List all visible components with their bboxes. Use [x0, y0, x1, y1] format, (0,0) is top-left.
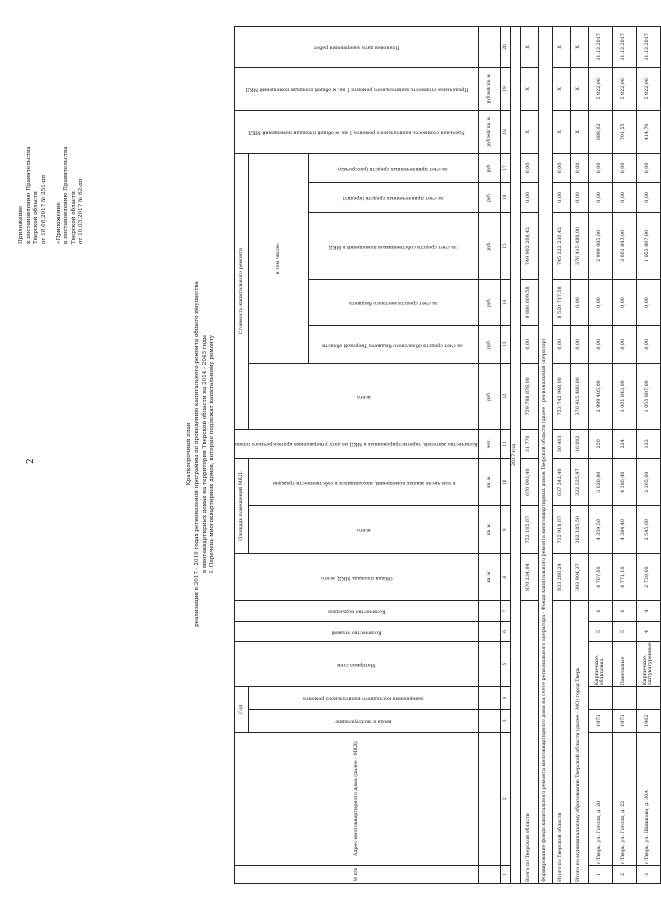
page-number: 2: [26, 458, 36, 464]
total-cell: 0,00: [552, 153, 570, 182]
unit-cell: рублей/ кв. м: [478, 110, 500, 153]
row-completion: 31.12.2017: [588, 27, 612, 68]
units-row: [478, 27, 500, 884]
header-residents: Количество жителей, зарегистрированных в МКД на дату утверждения краткосрочного плана: [235, 429, 479, 458]
total-cell: 759 788 878,00: [520, 364, 538, 430]
column-number: 1: [500, 865, 510, 883]
title-line: Краткосрочный план: [186, 422, 192, 486]
total-cell: X: [520, 27, 538, 68]
total-region-label: Всего по Тверской области: [520, 601, 538, 884]
table-row: [636, 27, 660, 884]
row-year-built: 1962: [636, 709, 660, 732]
header-year-commission: ввода в эксплуатацию: [249, 709, 479, 732]
appendix-line: Тверской области: [70, 191, 77, 244]
row-premises-total: 4 384,40: [612, 506, 636, 553]
total-cell: X: [570, 27, 588, 68]
column-number: 6: [500, 621, 510, 641]
year-label: 2017 год: [510, 27, 520, 884]
row-year-repair: [636, 687, 660, 710]
column-number: 17: [500, 153, 510, 182]
row-premises-total: 4 359,50: [588, 506, 612, 553]
header-address: Адрес многоквартирного дома (далее - МКД): [235, 732, 479, 865]
row-entrances: 6: [588, 601, 612, 621]
table-row: [588, 27, 612, 884]
row-completion: 31.12.2017: [636, 27, 660, 68]
total-cell: 749 902 268,42: [520, 212, 538, 280]
total-cell: 31 776: [520, 429, 538, 458]
column-number: 14: [500, 280, 510, 325]
header-year-last-repair: завершения последнего капитального ремонта: [249, 687, 479, 710]
row-unit-cost: 414,76: [636, 110, 660, 153]
total-city-row: [570, 27, 588, 884]
row-year-repair: [588, 687, 612, 710]
header-unit-cost: Удельная стоимость капитального ремонта 1 кв. м общей площади помещений МКД: [235, 110, 479, 153]
total-cell: 376 415 480,00: [570, 364, 588, 430]
row-year-repair: [612, 687, 636, 710]
row-residents: 250: [588, 429, 612, 458]
total-cell: X: [520, 110, 538, 153]
total-cell: 753 742 948,00: [552, 364, 570, 430]
column-number: 10: [500, 459, 510, 506]
column-number: 8: [500, 553, 510, 600]
row-material: Кирпичные, оштукатуренные: [636, 642, 660, 687]
total-cell: 833 286,24: [552, 553, 570, 600]
column-number: 11: [500, 429, 510, 458]
unit-cell: [478, 709, 500, 732]
unit-cell: кв. м: [478, 459, 500, 506]
row-cost-local: 0,00: [612, 280, 636, 325]
total-cell: X: [570, 67, 588, 110]
unit-cell: руб.: [478, 280, 500, 325]
header-premises-total: всего: [249, 506, 479, 553]
fund-note: Формирование фонда капитального ремонта многоквартирного дома на счете регионального оператора - Фонда капитального ремонта многоквартирных домов Тверской области (далее - региональный оператор): [538, 27, 552, 884]
row-cost-credit: 0,00: [636, 183, 660, 212]
header-year: Год: [235, 687, 249, 732]
row-premises-owned: 4 186,40: [612, 459, 636, 506]
total-region-row: [520, 27, 538, 884]
row-residents: 224: [612, 429, 636, 458]
unit-cell: чел.: [478, 429, 500, 458]
header-wall-material: Материал стен: [235, 642, 479, 687]
row-num: 1: [588, 865, 612, 883]
row-residents: 122: [636, 429, 660, 458]
column-number: 20: [500, 27, 510, 68]
row-cost-owners: 3 061 843,00: [612, 212, 636, 280]
title-line: в многоквартирных домах на территории Тверской области на 2014 - 2043 годы: [201, 335, 208, 573]
row-cost-local: 0,00: [588, 280, 612, 325]
header-cost-owners: за счет средств собственников помещений в МКД: [308, 212, 478, 280]
row-material: Кирпичные, облицовка: [588, 642, 612, 687]
row-cost-installment: 0,00: [636, 153, 660, 182]
repair-plan-table: [234, 26, 661, 884]
total-cell: 637 242,40: [552, 459, 570, 506]
rotated-content: [8, 26, 654, 884]
row-floors: 4: [636, 621, 660, 641]
total-cell: 16 002: [570, 429, 588, 458]
row-floors: 5: [588, 621, 612, 641]
document-title: [186, 74, 217, 834]
unit-cell: кв. м: [478, 506, 500, 553]
total-cell: 0,00: [520, 183, 538, 212]
header-row: [235, 27, 249, 884]
row-premises-total: 2 545,60: [636, 506, 660, 553]
header-cost-regional: за счет средств областного бюджета Тверской области: [308, 325, 478, 363]
total-cell: 393 904,37: [570, 553, 588, 600]
row-max-cost: 5 822,00: [612, 67, 636, 110]
unit-cell: [478, 865, 500, 883]
unit-cell: руб.: [478, 325, 500, 363]
header-premises-owned: в том числе жилых помещений, находящихся в собственности граждан: [249, 459, 479, 506]
total-cell: 0,00: [520, 325, 538, 363]
row-address: г.Тверь, ул. Гоголя, д. 20: [588, 732, 612, 865]
row-material: Панельные: [612, 642, 636, 687]
title-line: I. Перечень многоквартирных домов, которые подлежат капитальному ремонту: [209, 334, 216, 574]
column-number: 2: [500, 732, 510, 865]
row-year-built: 1973: [588, 709, 612, 732]
unit-cell: кв. м: [478, 553, 500, 600]
unit-cell: [478, 621, 500, 641]
header-total-area: Общая площадь МКД, всего: [235, 553, 479, 600]
header-premises-area: Площадь помещений МКД:: [235, 459, 249, 554]
row-unit-cost: 701,55: [612, 110, 636, 153]
total-cell: 0,00: [570, 325, 588, 363]
table-row: [612, 27, 636, 884]
row-max-cost: 5 822,00: [588, 67, 612, 110]
row-cost-owners: 2 999 405,00: [588, 212, 612, 280]
header-cost-incl: в том числе:: [249, 153, 309, 363]
total-cell: X: [552, 67, 570, 110]
unit-cell: руб.: [478, 364, 500, 430]
unit-cell: [478, 642, 500, 687]
total-cell: 870 234,04: [520, 553, 538, 600]
header-num: № п/п: [235, 865, 479, 883]
row-num: 2: [612, 865, 636, 883]
column-number: 5: [500, 642, 510, 687]
row-premises-owned: 3 620,80: [588, 459, 612, 506]
row-num: 3: [636, 865, 660, 883]
appendix-line: Тверской области: [33, 191, 40, 244]
row-entrances: 6: [612, 601, 636, 621]
title-line: реализации в 2017 - 2019 годах региональной программы по проведению капитального ремонта общего имущества: [193, 281, 200, 627]
row-entrances: 4: [636, 601, 660, 621]
appendix-line: к постановлению Правительства: [63, 146, 70, 244]
appendix-line: «Приложение: [55, 202, 62, 244]
total-cell: 362 185,50: [570, 506, 588, 553]
appendix-line: [48, 146, 56, 244]
total-cell: 0,00: [570, 153, 588, 182]
row-completion: 31.12.2017: [612, 27, 636, 68]
column-number: 9: [500, 506, 510, 553]
header-completion: Плановая дата завершения работ: [235, 27, 479, 68]
header-cost-installment: за счет привлеченных средств (рассрочка): [308, 153, 478, 182]
total-cell: 0,00: [552, 325, 570, 363]
unit-cell: [478, 601, 500, 621]
appendix-block: [18, 146, 86, 244]
row-cost-credit: 0,00: [612, 183, 636, 212]
row-cost-owners: 1 055 807,00: [636, 212, 660, 280]
row-total-area: 4 771,10: [612, 553, 636, 600]
total-cell: 670 093,40: [520, 459, 538, 506]
column-number: 12: [500, 364, 510, 430]
row-cost-total: 2 999 405,00: [588, 364, 612, 430]
year-row: [510, 27, 520, 884]
total-cell: X: [570, 110, 588, 153]
total-fund-row: [552, 27, 570, 884]
header-cost-total: всего: [249, 364, 479, 430]
header-floors: Количество этажей: [235, 621, 479, 641]
appendix-line: к постановлению Правительства: [25, 146, 32, 244]
row-address: г.Тверь, ул. Шишкова, д. 30А: [636, 732, 660, 865]
unit-cell: руб.: [478, 212, 500, 280]
header-entrances: Количество подъездов: [235, 601, 479, 621]
total-cell: 0,00: [520, 153, 538, 182]
row-year-built: 1973: [612, 709, 636, 732]
column-number: 16: [500, 183, 510, 212]
total-cell: 322 525,97: [570, 459, 588, 506]
total-cell: X: [552, 110, 570, 153]
total-fund-label: Итого по Тверской области: [552, 601, 570, 884]
unit-cell: руб.: [478, 153, 500, 182]
header-cost-local: за счет средств местного бюджета: [308, 280, 478, 325]
row-cost-installment: 0,00: [588, 153, 612, 182]
column-number: 19: [500, 67, 510, 110]
unit-cell: [478, 732, 500, 865]
total-cell: 0,00: [552, 183, 570, 212]
total-cell: 745 222 230,42: [552, 212, 570, 280]
unit-cell: [478, 687, 500, 710]
row-floors: 5: [612, 621, 636, 641]
row-cost-regional: 0,00: [636, 325, 660, 363]
column-number: 3: [500, 709, 510, 732]
column-number: 4: [500, 687, 510, 710]
column-number: 7: [500, 601, 510, 621]
column-number: 15: [500, 212, 510, 280]
total-cell: 752 165,67: [520, 506, 538, 553]
appendix-line: от 18.08.2017 № 251-пп: [40, 174, 47, 244]
row-cost-installment: 0,00: [612, 153, 636, 182]
fund-note-row: [538, 27, 552, 884]
total-cell: 30 403: [552, 429, 570, 458]
header-cost: Стоимость капитального ремонта: [235, 153, 249, 429]
row-cost-regional: 0,00: [588, 325, 612, 363]
row-cost-regional: 0,00: [612, 325, 636, 363]
column-number: 18: [500, 110, 510, 153]
total-city-label: Итого по муниципальному образованию Тверской области (далее - МО) город Тверь: [570, 601, 588, 884]
row-max-cost: 5 822,00: [636, 67, 660, 110]
column-number-row: [500, 27, 510, 884]
header-cost-credit: за счет привлеченных средств (кредит): [308, 183, 478, 212]
row-address: г.Тверь, ул. Гоголя, д. 22: [612, 732, 636, 865]
row-cost-local: 0,00: [636, 280, 660, 325]
row-cost-total: 1 055 807,00: [636, 364, 660, 430]
header-max-cost: Предельная стоимость капитального ремонта 1 кв. м общей площади помещений МКД: [235, 67, 479, 110]
column-number: 13: [500, 325, 510, 363]
total-cell: 9 886 609,58: [520, 280, 538, 325]
unit-cell: рублей/ кв. м: [478, 67, 500, 110]
total-cell: 0,00: [570, 280, 588, 325]
total-cell: 715 918,67: [552, 506, 570, 553]
row-premises-owned: 2 365,60: [636, 459, 660, 506]
row-total-area: 2 739,60: [636, 553, 660, 600]
appendix-line: Приложение: [18, 205, 24, 244]
total-cell: X: [520, 67, 538, 110]
row-cost-total: 3 061 843,00: [612, 364, 636, 430]
row-unit-cost: 688,02: [588, 110, 612, 153]
total-cell: 376 415 480,00: [570, 212, 588, 280]
row-total-area: 4 767,60: [588, 553, 612, 600]
total-cell: X: [552, 27, 570, 68]
unit-cell: [478, 27, 500, 68]
total-cell: 8 520 717,58: [552, 280, 570, 325]
total-cell: 0,00: [570, 183, 588, 212]
appendix-line: от 10.03.2017 № 62-пп: [78, 178, 85, 244]
row-cost-credit: 0,00: [588, 183, 612, 212]
unit-cell: руб.: [478, 183, 500, 212]
